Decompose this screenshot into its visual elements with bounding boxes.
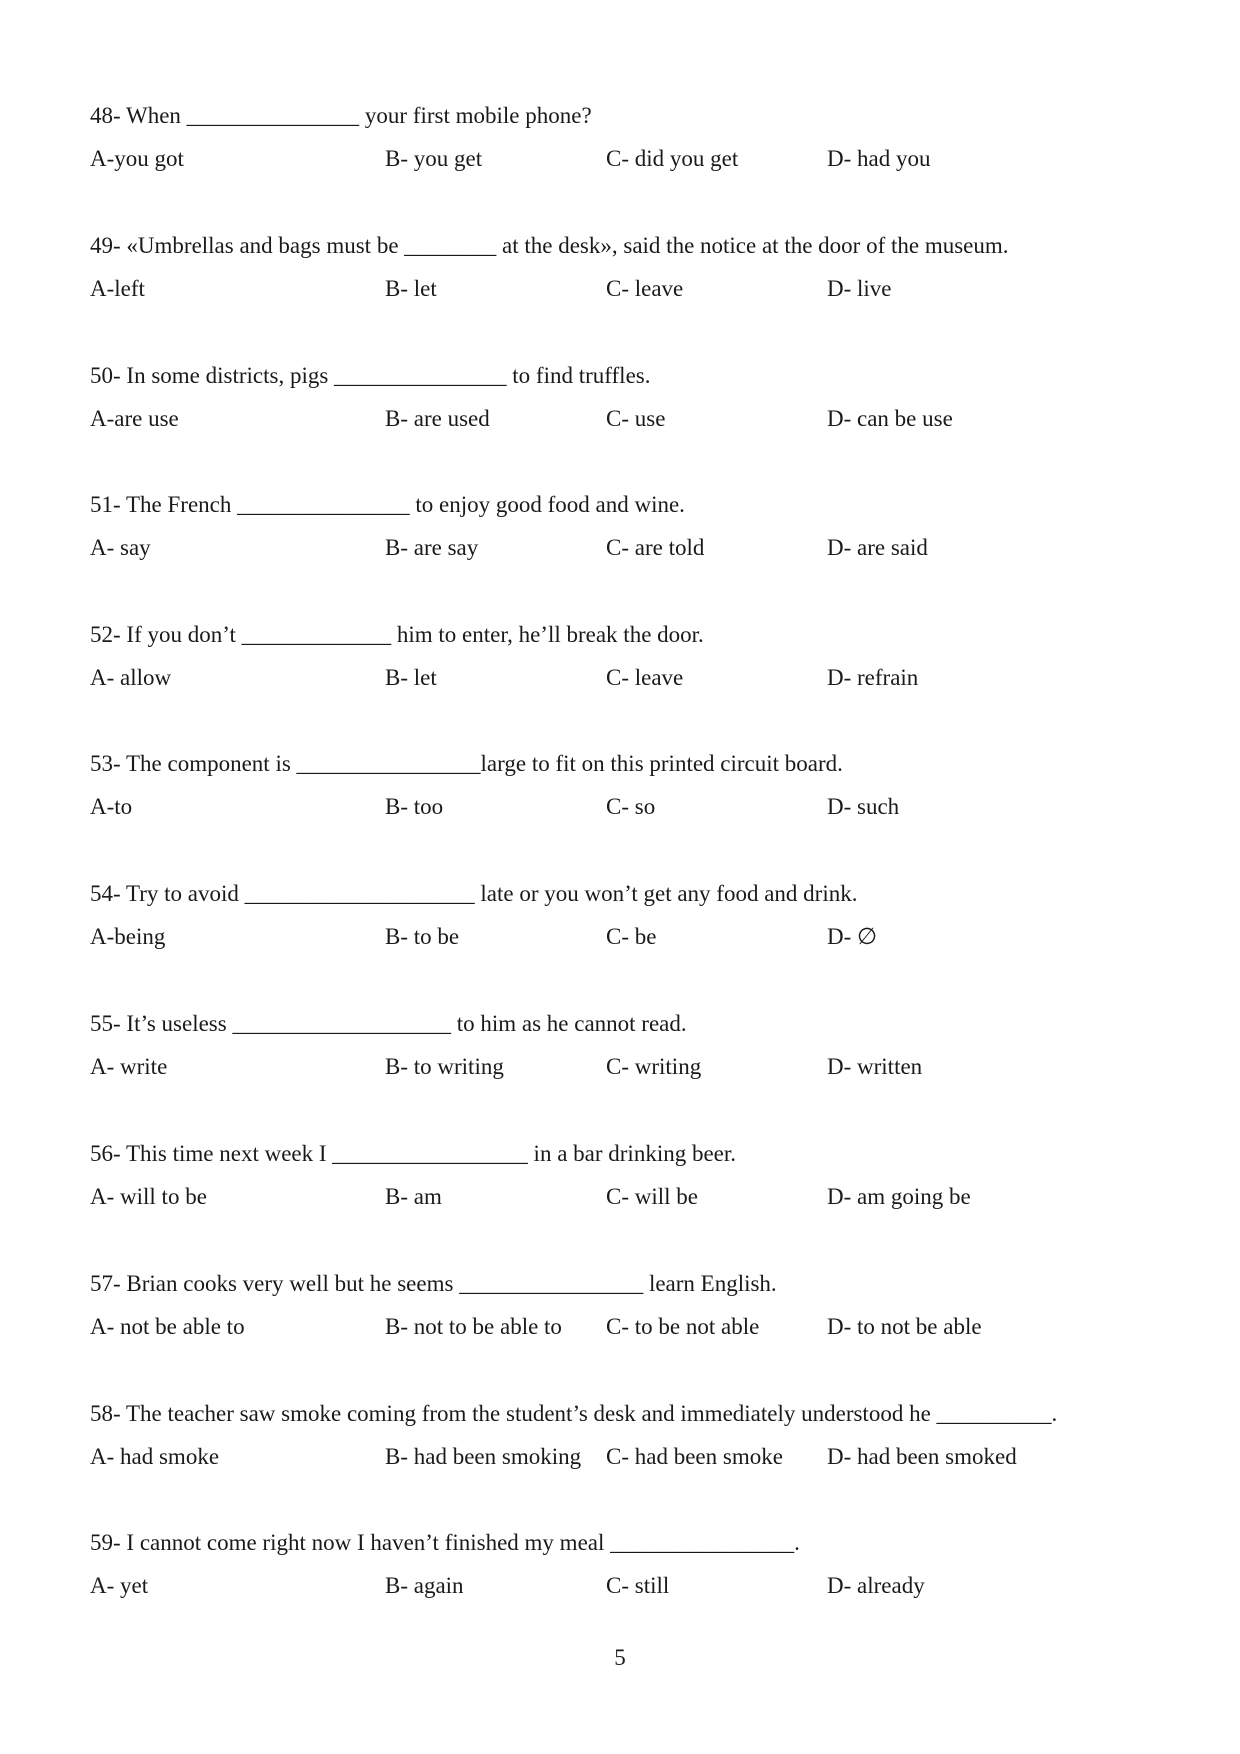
option-c: C- are told	[606, 535, 705, 560]
answer-options	[90, 922, 1170, 952]
option-b: B- too	[385, 794, 444, 819]
option-c: C- leave	[606, 665, 684, 690]
option-a: A- not be able to	[90, 1314, 245, 1339]
option-b: B- not to be able to	[385, 1314, 562, 1339]
question-57	[90, 1269, 1170, 1342]
answer-options	[90, 1442, 1170, 1472]
question-stem: 54- Try to avoid ____________________ late or you won’t get any food and drink.	[90, 881, 858, 906]
option-d: D- had you	[827, 146, 931, 171]
page-number: 5	[614, 1645, 626, 1670]
question-stem: 56- This time next week I _________________ in a bar drinking beer.	[90, 1141, 737, 1166]
answer-options	[90, 404, 1170, 434]
option-b: B- again	[385, 1573, 464, 1598]
question-55	[90, 1009, 1170, 1082]
answer-options	[90, 1182, 1170, 1212]
question-stem: 55- It’s useless ___________________ to him as he cannot read.	[90, 1011, 687, 1036]
option-a: A- will to be	[90, 1184, 207, 1209]
option-a: A- had smoke	[90, 1444, 220, 1469]
question-stem: 58- The teacher saw smoke coming from the student’s desk and immediately understood he __________.	[90, 1401, 1058, 1426]
option-a: A- allow	[90, 665, 172, 690]
answer-options	[90, 792, 1170, 822]
option-c: C- did you get	[606, 146, 739, 171]
option-b: B- let	[385, 276, 437, 301]
option-d: D- already	[827, 1573, 925, 1598]
option-b: B- are say	[385, 535, 479, 560]
question-49	[90, 231, 1170, 304]
option-c: C- still	[606, 1573, 670, 1598]
option-d: D- refrain	[827, 665, 919, 690]
option-d: D- such	[827, 794, 900, 819]
answer-options	[90, 533, 1170, 563]
answer-options	[90, 1571, 1170, 1601]
question-52	[90, 620, 1170, 693]
question-stem: 59- I cannot come right now I haven’t finished my meal ________________.	[90, 1530, 800, 1555]
option-a: A-are use	[90, 406, 179, 431]
option-b: B- let	[385, 665, 437, 690]
answer-options	[90, 1312, 1170, 1342]
option-d: D- are said	[827, 535, 928, 560]
option-d: D- am going be	[827, 1184, 971, 1209]
option-a: A-being	[90, 924, 166, 949]
question-48	[90, 101, 1170, 174]
option-a: A- say	[90, 535, 151, 560]
option-c: C- use	[606, 406, 666, 431]
question-50	[90, 361, 1170, 434]
option-d: D- written	[827, 1054, 923, 1079]
question-stem: 50- In some districts, pigs _______________ to find truffles.	[90, 363, 651, 388]
option-b: B- you get	[385, 146, 483, 171]
option-b: B- are used	[385, 406, 490, 431]
option-a: A- write	[90, 1054, 168, 1079]
option-c: C- to be not able	[606, 1314, 760, 1339]
question-59	[90, 1528, 1170, 1601]
option-b: B- to be	[385, 924, 460, 949]
option-a: A-you got	[90, 146, 184, 171]
answer-options	[90, 144, 1170, 174]
option-c: C- had been smoke	[606, 1444, 783, 1469]
option-b: B- to writing	[385, 1054, 504, 1079]
option-c: C- will be	[606, 1184, 698, 1209]
option-d: D- had been smoked	[827, 1444, 1017, 1469]
question-58	[90, 1399, 1170, 1472]
question-stem: 57- Brian cooks very well but he seems ________________ learn English.	[90, 1271, 777, 1296]
option-d: D- live	[827, 276, 892, 301]
option-d: D- ∅	[827, 924, 878, 949]
option-c: C- leave	[606, 276, 684, 301]
option-d: D- to not be able	[827, 1314, 982, 1339]
question-stem: 53- The component is ________________large to fit on this printed circuit board.	[90, 751, 843, 776]
answer-options	[90, 274, 1170, 304]
question-56	[90, 1139, 1170, 1212]
option-a: A- yet	[90, 1573, 149, 1598]
answer-options	[90, 663, 1170, 693]
answer-options	[90, 1052, 1170, 1082]
question-53	[90, 749, 1170, 822]
option-a: A-left	[90, 276, 145, 301]
option-d: D- can be use	[827, 406, 953, 431]
question-stem: 52- If you don’t _____________ him to enter, he’ll break the door.	[90, 622, 704, 647]
option-c: C- be	[606, 924, 657, 949]
option-a: A-to	[90, 794, 133, 819]
question-stem: 49- «Umbrellas and bags must be ________ at the desk», said the notice at the door of the museum.	[90, 233, 1009, 258]
question-54	[90, 879, 1170, 952]
question-stem: 51- The French _______________ to enjoy good food and wine.	[90, 492, 685, 517]
question-51	[90, 490, 1170, 563]
option-b: B- had been smoking	[385, 1444, 582, 1469]
question-stem: 48- When _______________ your first mobile phone?	[90, 103, 592, 128]
option-b: B- am	[385, 1184, 442, 1209]
option-c: C- writing	[606, 1054, 702, 1079]
option-c: C- so	[606, 794, 656, 819]
